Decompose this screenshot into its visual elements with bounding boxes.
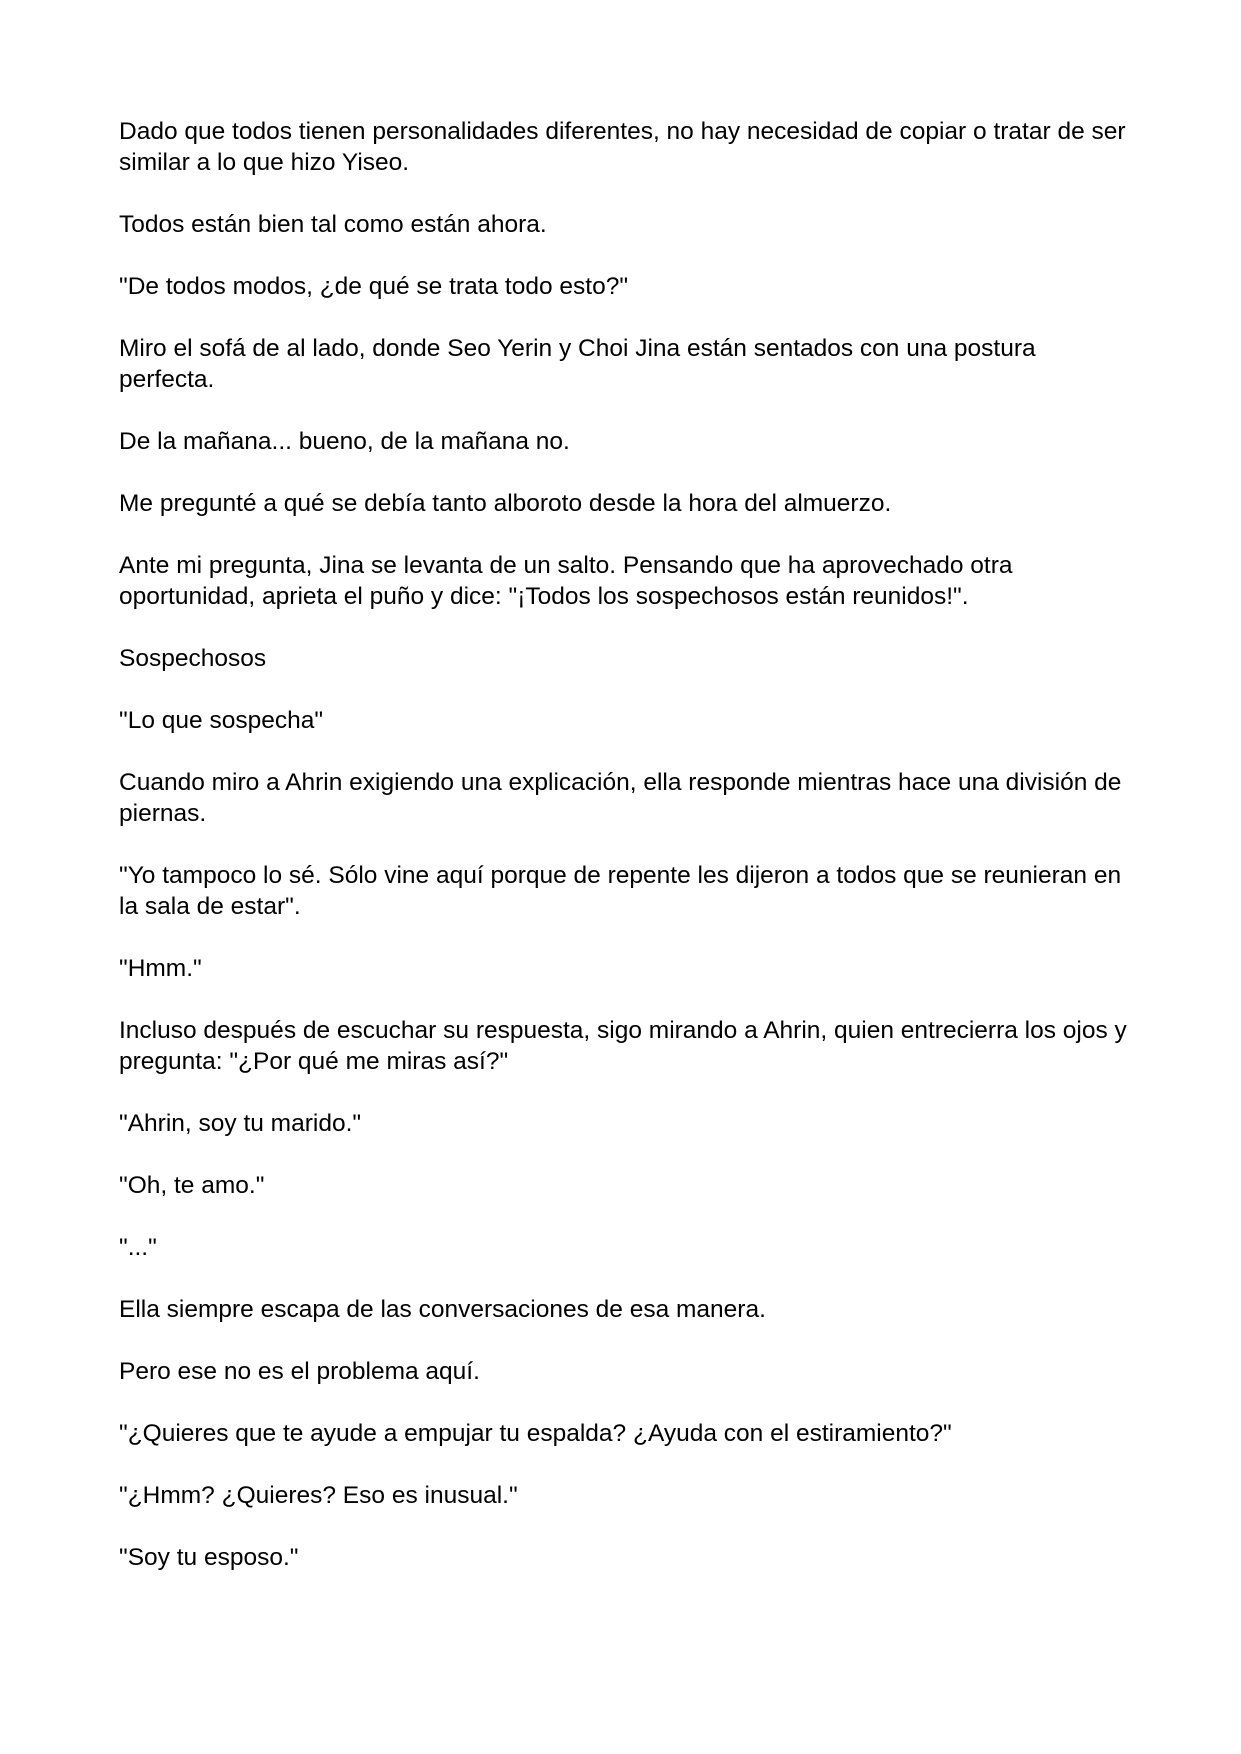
paragraph: Cuando miro a Ahrin exigiendo una explicación, ella responde mientras hace una división de piernas.	[119, 769, 1122, 827]
paragraph: "Ahrin, soy tu marido."	[119, 1110, 362, 1137]
paragraph: "Lo que sospecha"	[119, 707, 324, 734]
paragraph: "Hmm."	[119, 955, 202, 982]
paragraph: Pero ese no es el problema aquí.	[119, 1358, 480, 1385]
paragraph: "¿Quieres que te ayude a empujar tu espalda? ¿Ayuda con el estiramiento?"	[119, 1420, 952, 1447]
paragraph: Me pregunté a qué se debía tanto alboroto desde la hora del almuerzo.	[119, 490, 892, 517]
paragraph: "Soy tu esposo."	[119, 1544, 299, 1571]
paragraph: "Yo tampoco lo sé. Sólo vine aquí porque de repente les dijeron a todos que se reunieran en la sala de estar".	[119, 862, 1122, 920]
document-body	[119, 116, 1129, 1604]
paragraph: De la mañana... bueno, de la mañana no.	[119, 428, 570, 455]
paragraph: "De todos modos, ¿de qué se trata todo esto?"	[119, 273, 629, 300]
paragraph: Dado que todos tienen personalidades diferentes, no hay necesidad de copiar o tratar de ser similar a lo que hizo Yiseo.	[119, 118, 1126, 176]
paragraph: Incluso después de escuchar su respuesta, sigo mirando a Ahrin, quien entrecierra los ojos y pregunta: "¿Por qué me miras así?"	[119, 1017, 1127, 1075]
paragraph: "Oh, te amo."	[119, 1172, 265, 1199]
paragraph: Ella siempre escapa de las conversaciones de esa manera.	[119, 1296, 766, 1323]
paragraph: Sospechosos	[119, 645, 267, 672]
paragraph: "..."	[119, 1234, 157, 1261]
paragraph: Ante mi pregunta, Jina se levanta de un salto. Pensando que ha aprovechado otra oportunidad, aprieta el puño y dice: "¡Todos los sospechosos están reunidos!".	[119, 552, 1013, 610]
paragraph: Todos están bien tal como están ahora.	[119, 211, 547, 238]
paragraph: "¿Hmm? ¿Quieres? Eso es inusual."	[119, 1482, 518, 1509]
paragraph: Miro el sofá de al lado, donde Seo Yerin y Choi Jina están sentados con una postura perfecta.	[119, 335, 1036, 393]
